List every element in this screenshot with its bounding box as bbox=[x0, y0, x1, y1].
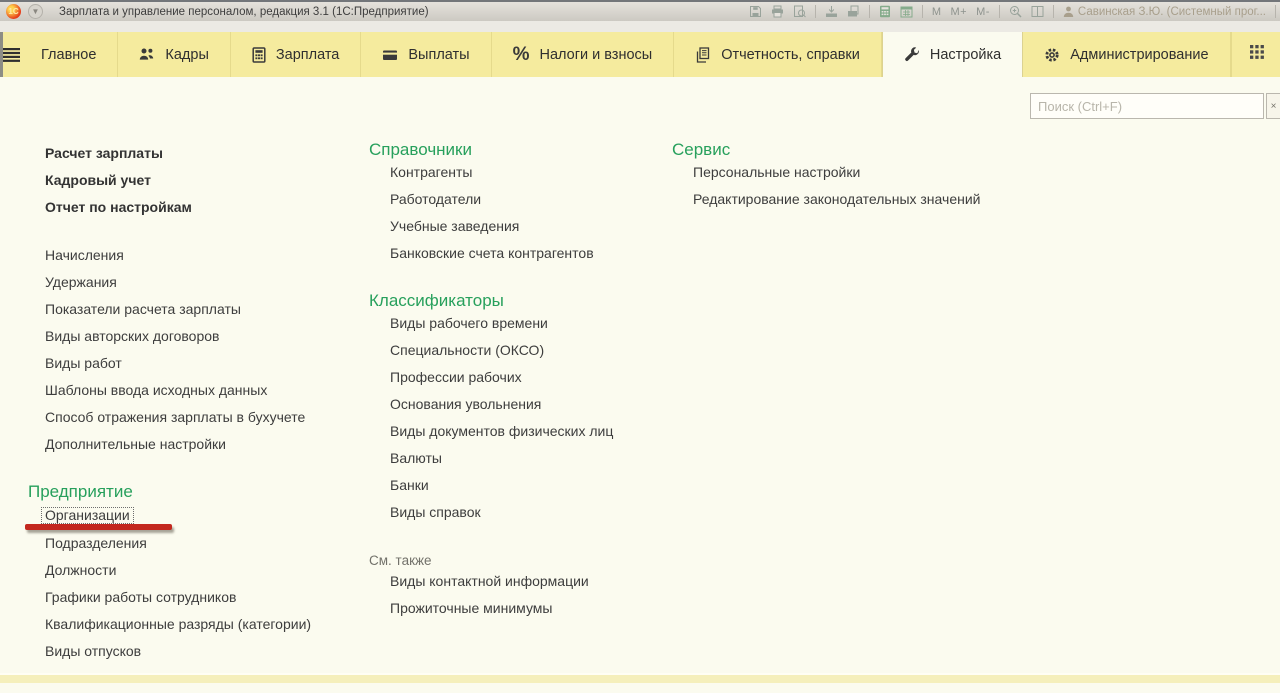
link-prozhitochnye-minimumy[interactable]: Прожиточные минимумы bbox=[390, 600, 553, 616]
calculator-icon bbox=[252, 47, 266, 63]
link-dopolnitelnye-nastroyki[interactable]: Дополнительные настройки bbox=[45, 436, 226, 452]
link-sposob-otrazheniya[interactable]: Способ отражения зарплаты в бухучете bbox=[45, 409, 306, 425]
link-rabotodateli[interactable]: Работодатели bbox=[390, 191, 482, 207]
settings-links bbox=[28, 242, 358, 458]
toolbar-separator bbox=[815, 5, 816, 18]
link-kontragenty[interactable]: Контрагенты bbox=[390, 164, 473, 180]
window-title: Зарплата и управление персоналом, редакция 3.1 (1С:Предприятие) bbox=[59, 5, 429, 18]
link-vidy-rabochego-vremeni[interactable]: Виды рабочего времени bbox=[390, 315, 548, 331]
klassifikatory-links bbox=[369, 310, 669, 526]
enterprise-links bbox=[28, 501, 358, 665]
link-raschet-zarplaty[interactable]: Расчет зарплаты bbox=[45, 145, 163, 161]
link-vidy-kontaktnoy-informatsii[interactable]: Виды контактной информации bbox=[390, 573, 589, 589]
save-icon[interactable] bbox=[749, 5, 762, 18]
toolbar-separator bbox=[999, 5, 1000, 18]
link-vidy-avtorskikh-dogovorov[interactable]: Виды авторских договоров bbox=[45, 328, 220, 344]
link-pokazateli-rascheta[interactable]: Показатели расчета зарплаты bbox=[45, 301, 241, 317]
group-header-spravochniki: Справочники bbox=[369, 140, 472, 159]
featured-links bbox=[28, 140, 358, 221]
see-also-links bbox=[369, 568, 669, 622]
link-vidy-otpuskov[interactable]: Виды отпусков bbox=[45, 643, 142, 659]
user-icon bbox=[1063, 6, 1074, 18]
service-links bbox=[672, 159, 1072, 213]
focused-link-box: Организации bbox=[41, 507, 134, 524]
tab-glavnoe[interactable] bbox=[20, 32, 118, 77]
link-personalnye-nastroyki[interactable]: Персональные настройки bbox=[693, 164, 861, 180]
group-header-predpriyatie: Предприятие bbox=[28, 482, 133, 501]
link-nachisleniya[interactable]: Начисления bbox=[45, 247, 124, 263]
apps-grid-icon bbox=[1250, 45, 1264, 64]
nav-column-service bbox=[672, 140, 1072, 213]
main-menu-dropdown-button[interactable]: ▼ bbox=[28, 4, 43, 19]
tab-zarplata[interactable] bbox=[231, 32, 362, 77]
print-icon[interactable] bbox=[771, 5, 784, 18]
link-kvalifikatsionnye-razryady[interactable]: Квалификационные разряды (категории) bbox=[45, 616, 312, 632]
titlebar-toolbar bbox=[749, 5, 1280, 18]
wrench-icon bbox=[904, 47, 920, 63]
calendar-icon[interactable] bbox=[900, 5, 913, 18]
tab-label: Отчетность, справки bbox=[721, 46, 860, 63]
link-organizatsii[interactable] bbox=[45, 501, 358, 530]
link-kadrovyy-uchet[interactable]: Кадровый учет bbox=[45, 172, 151, 188]
link-podrazdeleniya[interactable]: Подразделения bbox=[45, 535, 147, 551]
tab-vyplaty[interactable] bbox=[361, 32, 491, 77]
tab-label: Администрирование bbox=[1070, 46, 1209, 63]
toolbar-separator bbox=[1275, 5, 1276, 18]
print-settings-icon[interactable] bbox=[847, 5, 860, 18]
all-functions-grid-button[interactable] bbox=[1231, 32, 1280, 77]
red-annotation-underline bbox=[25, 524, 172, 530]
bank-card-icon bbox=[382, 47, 398, 63]
tab-label: Настройка bbox=[929, 46, 1002, 63]
tab-nastroyka[interactable] bbox=[882, 32, 1023, 77]
group-header-klassifikatory: Классификаторы bbox=[369, 291, 504, 310]
memory-m-plus-button[interactable]: М+ bbox=[950, 5, 968, 18]
settings-section-panel bbox=[0, 77, 1280, 683]
link-professii-rabochikh[interactable]: Профессии рабочих bbox=[390, 369, 522, 385]
link-bankovskie-scheta[interactable]: Банковские счета контрагентов bbox=[390, 245, 594, 261]
toolbar-separator bbox=[1053, 5, 1054, 18]
toolbar-separator bbox=[869, 5, 870, 18]
calculator-icon[interactable] bbox=[879, 5, 891, 18]
link-uchebnye-zavedeniya[interactable]: Учебные заведения bbox=[390, 218, 520, 234]
link-shablony-vvoda[interactable]: Шаблоны ввода исходных данных bbox=[45, 382, 268, 398]
spravochniki-links bbox=[369, 159, 669, 267]
tab-label: Кадры bbox=[165, 46, 209, 63]
tab-administrirovanie[interactable] bbox=[1023, 32, 1230, 77]
link-vidy-rabot[interactable]: Виды работ bbox=[45, 355, 122, 371]
link-osnovaniya-uvolneniya[interactable]: Основания увольнения bbox=[390, 396, 542, 412]
window-title-bar bbox=[0, 0, 1280, 21]
bottom-status-strip bbox=[0, 673, 1280, 683]
toolbar-separator bbox=[922, 5, 923, 18]
link-dolzhnosti[interactable]: Должности bbox=[45, 562, 117, 578]
tab-label: Зарплата bbox=[275, 46, 340, 63]
gear-icon bbox=[1044, 47, 1060, 63]
group-header-servis: Сервис bbox=[672, 140, 731, 159]
split-window-icon[interactable] bbox=[1031, 5, 1044, 18]
hamburger-menu-button[interactable] bbox=[3, 32, 20, 77]
memory-m-button[interactable]: М bbox=[931, 5, 942, 18]
tab-kadry[interactable] bbox=[118, 32, 230, 77]
print-preview-icon[interactable] bbox=[793, 5, 806, 18]
link-grafiki-raboty[interactable]: Графики работы сотрудников bbox=[45, 589, 237, 605]
section-tab-bar bbox=[0, 32, 1280, 77]
user-name-label: Савинская З.Ю. (Системный прог... bbox=[1077, 5, 1266, 18]
nav-column-main bbox=[28, 140, 358, 665]
link-spetsialnosti-okso[interactable]: Специальности (ОКСО) bbox=[390, 342, 545, 358]
percent-icon: % bbox=[512, 43, 530, 65]
window-chrome-gap bbox=[0, 21, 1280, 32]
1c-logo-icon: 1С bbox=[6, 4, 21, 19]
tab-nalogi-i-vznosy[interactable] bbox=[492, 32, 675, 77]
link-vidy-spravok[interactable]: Виды справок bbox=[390, 504, 481, 520]
group-header-see-also: См. также bbox=[369, 553, 432, 568]
link-valyuty[interactable]: Валюты bbox=[390, 450, 442, 466]
link-uderzhaniya[interactable]: Удержания bbox=[45, 274, 117, 290]
people-icon bbox=[139, 47, 155, 62]
tab-otchetnost-spravki[interactable] bbox=[674, 32, 882, 77]
zoom-in-icon[interactable] bbox=[1009, 5, 1022, 18]
send-icon[interactable] bbox=[825, 5, 838, 18]
current-user[interactable] bbox=[1063, 6, 1266, 18]
search-input[interactable] bbox=[1030, 93, 1264, 119]
tab-label: Выплаты bbox=[408, 46, 470, 63]
tab-label: Налоги и взносы bbox=[539, 46, 653, 63]
tab-label: Главное bbox=[41, 46, 97, 63]
search-close-button[interactable]: × bbox=[1266, 93, 1280, 119]
link-vidy-dokumentov-fizlits[interactable]: Виды документов физических лиц bbox=[390, 423, 614, 439]
report-docs-icon bbox=[695, 47, 711, 63]
link-banki[interactable]: Банки bbox=[390, 477, 429, 493]
link-redaktirovanie-znacheniy[interactable]: Редактирование законодательных значений bbox=[693, 191, 981, 207]
memory-m-minus-button[interactable]: М- bbox=[976, 5, 990, 18]
nav-column-directories bbox=[369, 140, 669, 622]
link-otchet-po-nastroykam[interactable]: Отчет по настройкам bbox=[45, 199, 192, 215]
